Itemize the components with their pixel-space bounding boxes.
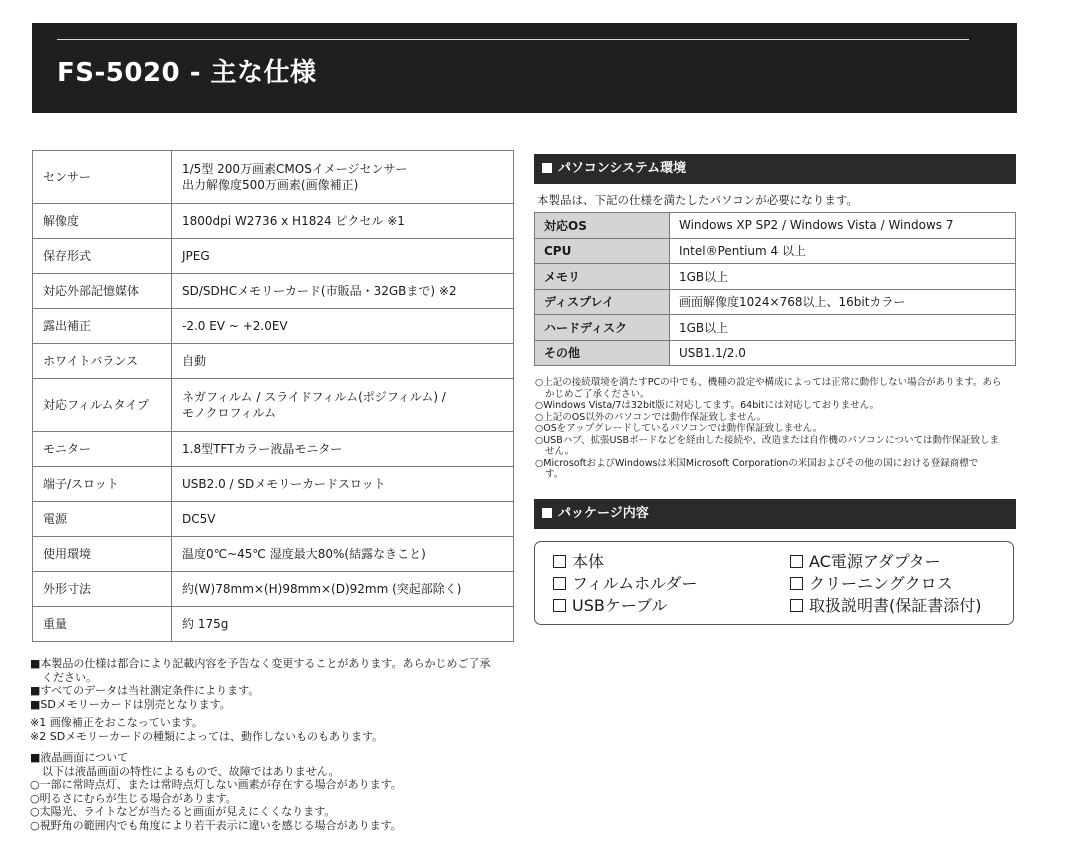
lcd-note: 以下は液晶画面の特性によるもので、故障ではありません。 — [42, 764, 340, 778]
spec-row — [33, 239, 514, 274]
package-item — [790, 552, 941, 572]
checkbox-icon — [553, 555, 566, 568]
spec-value — [172, 607, 514, 642]
spec-key: 端子/スロット — [33, 467, 172, 502]
spec-value-line: 約(W)78mm×(H)98mm×(D)92mm (突起部除く) — [182, 582, 462, 596]
system-value: Windows XP SP2 / Windows Vista / Windows 7 — [670, 213, 1016, 239]
footnote: ※1 画像補正をおこなっています。 — [30, 716, 203, 729]
spec-row — [33, 344, 514, 379]
square-bullet-icon — [542, 508, 552, 518]
spec-value-line: 自動 — [182, 354, 207, 368]
spec-table — [32, 150, 514, 642]
spec-value-line: 温度0℃~45℃ 湿度最大80%(結露なきこと) — [182, 547, 426, 561]
spec-row — [33, 467, 514, 502]
package-item-label: クリーニングクロス — [809, 574, 953, 593]
spec-value — [172, 239, 514, 274]
spec-key: 対応フィルムタイプ — [33, 379, 172, 432]
spec-value-line: DC5V — [182, 512, 216, 526]
checkbox-icon — [553, 599, 566, 612]
package-item — [553, 552, 604, 572]
checkbox-icon — [790, 577, 803, 590]
system-note: せん。 — [545, 446, 575, 457]
system-intro: 本製品は、下記の仕様を満たしたパソコンが必要になります。 — [537, 193, 858, 207]
banner-rule — [57, 39, 969, 40]
footnote: ※2 SDメモリーカードの種類によっては、動作しないものもあります。 — [30, 729, 384, 743]
spec-value-line: USB2.0 / SDメモリーカードスロット — [182, 477, 386, 491]
system-value: 1GB以上 — [670, 315, 1016, 341]
spec-key: 電源 — [33, 502, 172, 537]
spec-row — [33, 274, 514, 309]
system-key: ハードディスク — [535, 315, 670, 341]
lcd-note-heading: ■液晶画面について — [30, 751, 129, 764]
package-item — [553, 596, 667, 616]
spec-row — [33, 379, 514, 432]
spec-value-line: 1/5型 200万画素CMOSイメージセンサー — [182, 162, 408, 176]
system-note: ○OSをアップグレードしているパソコンでは動作保証致しません。 — [535, 423, 823, 434]
checkbox-icon — [790, 555, 803, 568]
system-value: 画面解像度1024×768以上、16bitカラー — [670, 289, 1016, 315]
package-item-label: USBケーブル — [572, 596, 668, 615]
spec-value-line: SD/SDHCメモリーカード(市販品・32GBまで) ※2 — [182, 284, 457, 298]
system-key: メモリ — [535, 264, 670, 290]
package-heading-label: パッケージ内容 — [558, 506, 649, 521]
system-note: ○Windows Vista/7は32bit版に対応してます。64bitには対応しておりません。 — [535, 400, 880, 411]
spec-key: 重量 — [33, 607, 172, 642]
spec-row — [33, 537, 514, 572]
system-note: かじめご了承ください。 — [545, 388, 650, 400]
spec-value-line: 1.8型TFTカラー液晶モニター — [182, 442, 343, 456]
package-contents-box — [534, 541, 1014, 625]
package-item — [790, 574, 953, 594]
system-value: 1GB以上 — [670, 264, 1016, 290]
spec-value — [172, 572, 514, 607]
system-note: す。 — [545, 469, 564, 480]
system-note: ○上記のOS以外のパソコンでは動作保証致しません。 — [535, 411, 767, 423]
checkbox-icon — [790, 599, 803, 612]
system-note: ○USBハブ、拡張USBボードなどを経由した接続や、改造または自作機のパソコンについては動作保証致しま — [535, 434, 999, 446]
system-section-heading — [534, 154, 1016, 184]
spec-key: モニター — [33, 432, 172, 467]
system-note: ○上記の接続環境を満たすPCの中でも、機種の設定や構成によっては正常に動作しない場合があります。あら — [535, 377, 1002, 388]
package-item-label: 取扱説明書(保証書添付) — [809, 596, 982, 615]
spec-value — [172, 204, 514, 239]
package-section-heading — [534, 499, 1016, 529]
system-row — [535, 238, 1016, 264]
spec-value-line: ネガフィルム / スライドフィルム(ポジフィルム) / — [182, 390, 446, 404]
spec-key: ホワイトバランス — [33, 344, 172, 379]
spec-value — [172, 537, 514, 572]
lcd-note: ○明るさにむらが生じる場合があります。 — [30, 791, 237, 805]
system-key: 対応OS — [535, 213, 670, 239]
system-value: Intel®Pentium 4 以上 — [670, 238, 1016, 264]
system-heading-label: パソコンシステム環境 — [558, 161, 687, 176]
spec-notes — [30, 657, 520, 832]
spec-key: 対応外部記憶媒体 — [33, 274, 172, 309]
spec-row — [33, 151, 514, 204]
lcd-note: ○一部に常時点灯、または常時点灯しない画素が存在する場合があります。 — [30, 778, 402, 791]
note-line: ■すべてのデータは当社測定条件によります。 — [30, 684, 260, 697]
package-item — [790, 596, 982, 616]
spec-key: センサー — [33, 151, 172, 204]
spec-value-line: JPEG — [182, 249, 210, 263]
lcd-note: ○視野角の範囲内でも角度により若干表示に違いを感じる場合があります。 — [30, 818, 402, 832]
spec-value-line: -2.0 EV ~ +2.0EV — [182, 319, 288, 333]
spec-key: 使用環境 — [33, 537, 172, 572]
system-row — [535, 289, 1016, 315]
checkbox-icon — [553, 577, 566, 590]
page-title: FS-5020 - 主な仕様 — [57, 58, 317, 88]
square-bullet-icon — [542, 163, 552, 173]
spec-row — [33, 502, 514, 537]
spec-value-line: 約 175g — [182, 617, 229, 631]
spec-value — [172, 379, 514, 432]
system-requirements-table — [534, 212, 1016, 366]
spec-key: 露出補正 — [33, 309, 172, 344]
spec-value — [172, 502, 514, 537]
package-item-label: 本体 — [572, 552, 605, 571]
spec-row — [33, 204, 514, 239]
spec-row — [33, 607, 514, 642]
spec-row — [33, 432, 514, 467]
spec-value-line: 出力解像度500万画素(画像補正) — [182, 178, 359, 192]
spec-value — [172, 344, 514, 379]
system-key: ディスプレイ — [535, 289, 670, 315]
system-row — [535, 315, 1016, 341]
spec-key: 解像度 — [33, 204, 172, 239]
system-notes — [535, 377, 1019, 481]
package-item-label: AC電源アダプター — [809, 552, 941, 571]
package-item-label: フィルムホルダー — [572, 574, 698, 593]
spec-value — [172, 432, 514, 467]
system-key: その他 — [535, 340, 670, 366]
spec-key: 外形寸法 — [33, 572, 172, 607]
package-item — [553, 574, 697, 594]
spec-row — [33, 309, 514, 344]
system-row — [535, 340, 1016, 366]
spec-value — [172, 274, 514, 309]
system-value: USB1.1/2.0 — [670, 340, 1016, 366]
note-line: ください。 — [42, 670, 97, 684]
spec-row — [33, 572, 514, 607]
spec-value — [172, 467, 514, 502]
system-row — [535, 213, 1016, 239]
note-line: ■本製品の仕様は都合により記載内容を予告なく変更することがあります。あらかじめご了承 — [30, 657, 491, 670]
spec-value — [172, 151, 514, 204]
spec-value-line: 1800dpi W2736 x H1824 ピクセル ※1 — [182, 214, 405, 228]
note-line: ■SDメモリーカードは別売となります。 — [30, 697, 231, 711]
spec-value-line: モノクロフィルム — [182, 406, 277, 420]
system-row — [535, 264, 1016, 290]
spec-key: 保存形式 — [33, 239, 172, 274]
spec-value — [172, 309, 514, 344]
lcd-note: ○太陽光、ライトなどが当たると画面が見えにくくなります。 — [30, 805, 336, 818]
system-note: ○MicrosoftおよびWindowsは米国Microsoft Corporationの米国およびその他の国における登録商標で — [535, 457, 979, 469]
system-key: CPU — [535, 238, 670, 264]
